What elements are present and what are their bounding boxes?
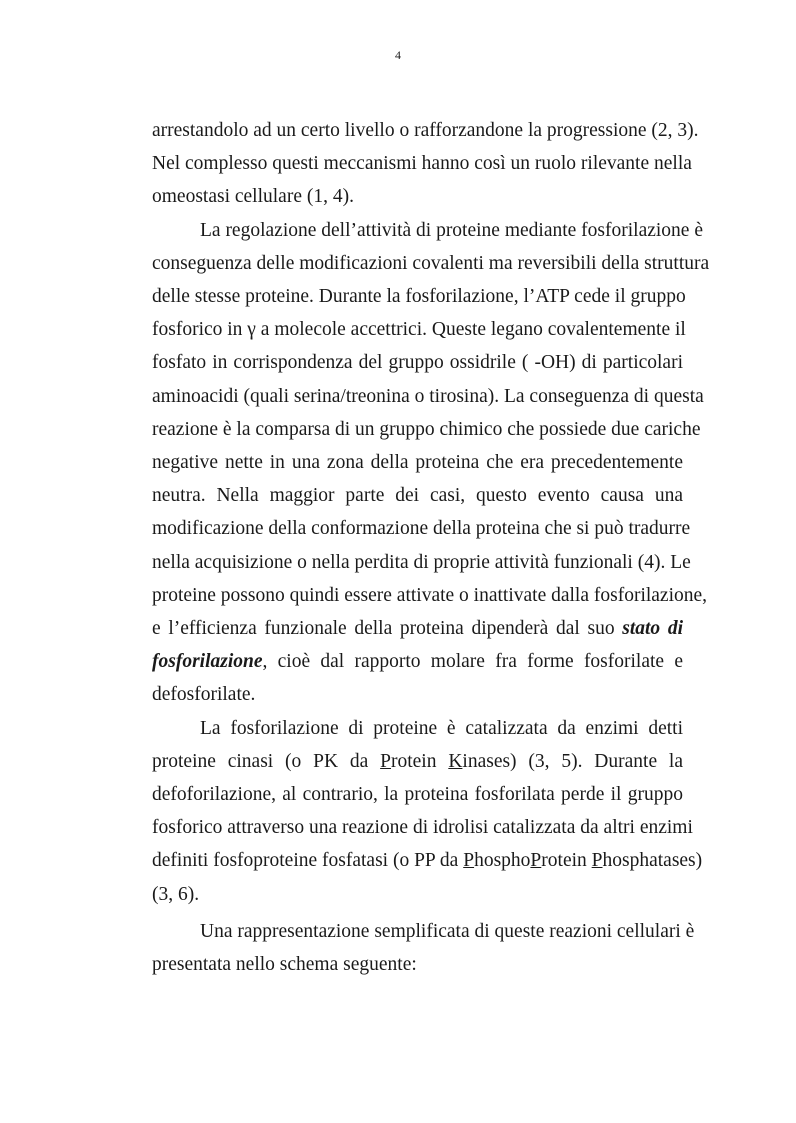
text-line: proteine possono quindi essere attivate o inattivate dalla fosforilazione, xyxy=(152,584,708,606)
text-segment: proteine cinasi (o PK da xyxy=(152,750,381,772)
text-segment: inases) (3, 5). Durante la xyxy=(462,750,684,772)
text-line: (3, 6). xyxy=(152,883,200,905)
text-line: Una rappresentazione semplificata di queste reazioni cellulari è xyxy=(200,920,695,942)
text-line: fosfato in corrispondenza del gruppo ossidrile ( -OH) di particolari xyxy=(152,352,683,374)
text-segment: hosphatases) xyxy=(602,850,703,872)
text-line: defoforilazione, al contrario, la proteina fosforilata perde il gruppo xyxy=(152,784,683,806)
document-body xyxy=(152,114,710,981)
text-segment: rotein xyxy=(390,750,449,772)
text-line: nella acquisizione o nella perdita di proprie attività funzionali (4). Le xyxy=(152,551,691,573)
text-line: delle stesse proteine. Durante la fosforilazione, l’ATP cede il gruppo xyxy=(152,286,686,308)
text-line: omeostasi cellulare (1, 4). xyxy=(152,186,354,208)
text-segment: definiti fosfoproteine fosfatasi (o PP da xyxy=(152,850,464,872)
text-segment: hospho xyxy=(474,850,531,872)
emphasis-text: stato di xyxy=(622,618,684,640)
underlined-letter: P xyxy=(380,750,391,772)
page-number: 4 xyxy=(395,48,401,62)
paragraph-2 xyxy=(152,214,710,712)
text-line: aminoacidi (quali serina/treonina o tirosina). La conseguenza di questa xyxy=(152,385,704,407)
text-line xyxy=(152,745,683,778)
underlined-letter: P xyxy=(463,850,475,872)
text-line: defosforilate. xyxy=(152,684,256,706)
paragraph-4 xyxy=(152,915,695,981)
text-segment: rotein xyxy=(541,850,592,872)
text-line: arrestandolo ad un certo livello o rafforzandone la progressione (2, 3). xyxy=(152,120,699,141)
text-line-with-emphasis xyxy=(152,645,683,678)
paragraph-1 xyxy=(152,114,699,214)
underlined-letter: K xyxy=(448,750,463,772)
text-line: conseguenza delle modificazioni covalenti ma reversibili della struttura xyxy=(152,252,710,274)
text-segment: e l’efficienza funzionale della proteina dipenderà dal suo xyxy=(152,618,615,640)
emphasis-text: fosforilazione xyxy=(152,651,263,673)
text-line xyxy=(152,844,703,877)
text-line-with-emphasis xyxy=(152,612,683,645)
text-line: La regolazione dell’attività di proteine mediante fosforilazione è xyxy=(200,219,703,241)
text-line: reazione è la comparsa di un gruppo chimico che possiede due cariche xyxy=(152,418,701,440)
text-line: modificazione della conformazione della proteina che si può tradurre xyxy=(152,518,691,540)
underlined-letter: P xyxy=(530,850,542,872)
text-line: La fosforilazione di proteine è catalizzata da enzimi detti xyxy=(200,717,683,739)
text-line: fosforico attraverso una reazione di idrolisi catalizzata da altri enzimi xyxy=(152,817,693,839)
text-line: presentata nello schema seguente: xyxy=(152,954,417,976)
text-segment: , cioè dal rapporto molare fra forme fosforilate e xyxy=(262,651,683,673)
text-line: negative nette in una zona della proteina che era precedentemente xyxy=(152,452,683,474)
text-line: neutra. Nella maggior parte dei casi, questo evento causa una xyxy=(152,485,683,507)
underlined-letter: P xyxy=(591,850,603,872)
paragraph-3 xyxy=(152,712,703,911)
text-line: Nel complesso questi meccanismi hanno così un ruolo rilevante nella xyxy=(152,153,692,175)
text-line: fosforico in γ a molecole accettrici. Queste legano covalentemente il xyxy=(152,319,686,341)
